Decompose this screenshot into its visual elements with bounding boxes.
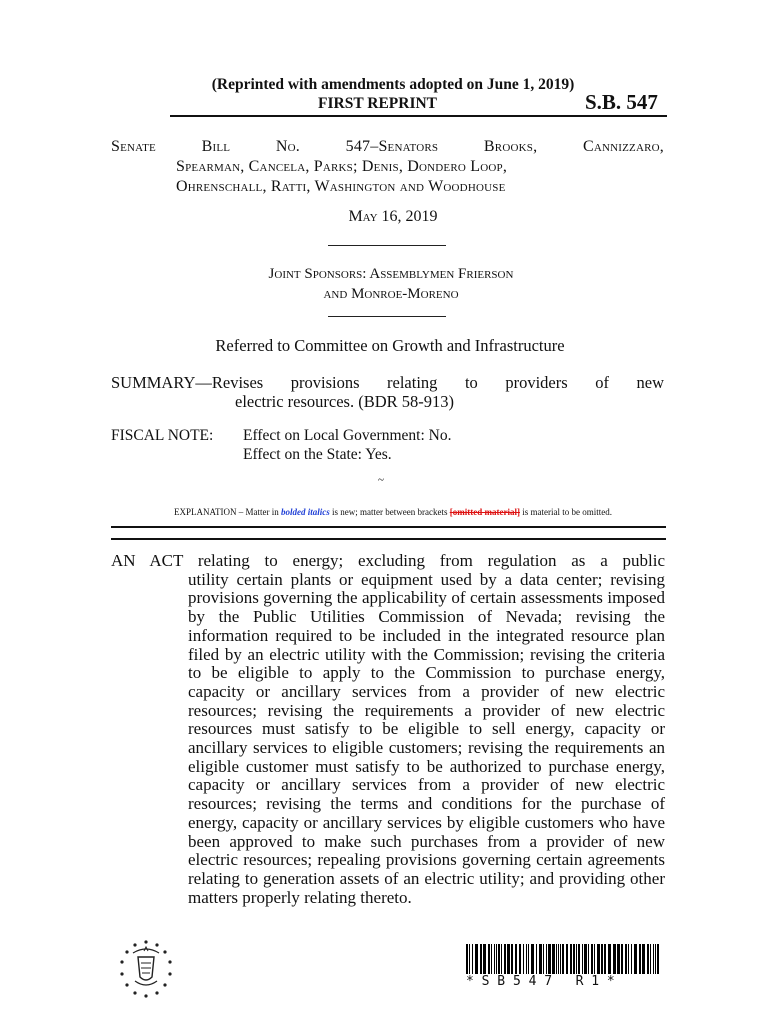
barcode-bar bbox=[570, 944, 572, 974]
fiscal-note-local: Effect on Local Government: No. bbox=[243, 427, 452, 444]
separator-glyph: ~ bbox=[378, 474, 384, 486]
reprint-label: FIRST REPRINT bbox=[318, 95, 438, 112]
barcode-label: * S B 5 4 7 R 1 * bbox=[466, 974, 615, 989]
barcode-bar bbox=[523, 944, 524, 974]
barcode-bar bbox=[552, 944, 555, 974]
explanation-suffix: is material to be omitted. bbox=[519, 507, 612, 517]
barcode-bar bbox=[634, 944, 637, 974]
divider-dash bbox=[328, 245, 446, 246]
explanation-rule-top bbox=[111, 526, 666, 528]
divider-dash bbox=[328, 316, 446, 317]
barcode-bar bbox=[594, 944, 595, 974]
barcode-bar bbox=[655, 944, 656, 974]
joint-sponsors-line-2: and Monroe-Moreno bbox=[323, 286, 459, 302]
barcode-bar bbox=[546, 944, 547, 974]
barcode-bar bbox=[657, 944, 659, 974]
barcode-bar bbox=[631, 944, 632, 974]
act-title-first-line: AN ACT relating to energy; excluding from regulation as a public bbox=[111, 551, 665, 570]
barcode-bar bbox=[604, 944, 606, 974]
barcode-bar bbox=[613, 944, 616, 974]
barcode-bar bbox=[496, 944, 497, 974]
barcode-bar bbox=[472, 944, 473, 974]
barcode-bar bbox=[543, 944, 544, 974]
fiscal-note bbox=[111, 426, 451, 464]
fiscal-note-label: FISCAL NOTE: bbox=[111, 427, 214, 444]
barcode-bar bbox=[582, 944, 583, 974]
introduction-date: May 16, 2019 bbox=[348, 208, 438, 225]
barcode-bar bbox=[494, 944, 495, 974]
barcode-bar bbox=[466, 944, 468, 974]
barcode-bar bbox=[639, 944, 641, 974]
explanation-omitted-marker: [omitted material] bbox=[449, 507, 520, 517]
barcode-bar bbox=[621, 944, 623, 974]
barcode-bar bbox=[558, 944, 559, 974]
summary-line-2: electric resources. (BDR 58-913) bbox=[235, 392, 455, 411]
barcode-bar bbox=[515, 944, 517, 974]
act-title bbox=[111, 552, 665, 907]
barcode-bar bbox=[531, 944, 534, 974]
committee-referral: Referred to Committee on Growth and Infrastructure bbox=[215, 336, 565, 355]
barcode-bar bbox=[628, 944, 629, 974]
barcode-bar bbox=[475, 944, 478, 974]
barcode-bar bbox=[588, 944, 589, 974]
reprint-note: (Reprinted with amendments adopted on June 1, 2019) bbox=[211, 76, 575, 93]
barcode-bar bbox=[566, 944, 568, 974]
joint-sponsors-line-1: Joint Sponsors: Assemblymen Frierson bbox=[268, 266, 514, 282]
barcode-bar bbox=[519, 944, 521, 974]
barcode-bar bbox=[608, 944, 611, 974]
barcode-bar bbox=[469, 944, 470, 974]
barcode-bar bbox=[548, 944, 551, 974]
barcode-bar bbox=[573, 944, 575, 974]
explanation-rule-bottom bbox=[111, 538, 666, 540]
summary-line-1: SUMMARY—Revises provisions relating to providers of new bbox=[111, 373, 664, 392]
act-title-body: utility certain plants or equipment used by a data center; revising provisions governing the applicability of certain assessments imposed by the Public Utilities Commission of Nevada; revising the information required to be included in the integrated resource plan filed by an electric utility with the Commission; revising the criteria to be eligible to apply to the Commission to purchase energy, capacity or ancillary services from a provider of new electric resources; revising the requirements a provider of new electric resources must satisfy to be eligible to sell energy, capacity or ancillary services to eligible customers; revising the requirements an eligible customer must satisfy to be authorized to purchase energy, capacity or ancillary services from a provider of new electric resources; revising the terms and conditions for the purchase of energy, capacity or ancillary services by eligible customers who have been approved to make such purchases from a provider of new electric resources; repealing provisions governing certain agreements relating to generation assets of an electric utility; and providing other matters properly relating thereto. bbox=[188, 569, 665, 907]
barcode-bar bbox=[642, 944, 645, 974]
barcode-bar bbox=[647, 944, 649, 974]
barcode-bar bbox=[650, 944, 651, 974]
barcode-bar bbox=[653, 944, 654, 974]
barcode-bar bbox=[584, 944, 587, 974]
barcode-bar bbox=[562, 944, 564, 974]
sponsors-block bbox=[111, 137, 664, 197]
explanation-legend bbox=[0, 507, 770, 517]
nevada-state-seal-icon bbox=[113, 937, 179, 1001]
summary bbox=[111, 373, 664, 411]
barcode-bar bbox=[578, 944, 580, 974]
barcode-bar bbox=[504, 944, 506, 974]
bill-number: S.B. 547 bbox=[585, 90, 658, 114]
barcode-bar bbox=[591, 944, 593, 974]
barcode-bar bbox=[601, 944, 603, 974]
barcode-bar bbox=[528, 944, 529, 974]
fiscal-note-state: Effect on the State: Yes. bbox=[243, 446, 392, 463]
barcode-bar bbox=[560, 944, 561, 974]
barcode-bar bbox=[507, 944, 510, 974]
barcode-bar bbox=[498, 944, 500, 974]
barcode-bar bbox=[491, 944, 492, 974]
barcode-bar bbox=[536, 944, 537, 974]
explanation-middle: is new; matter between brackets bbox=[329, 507, 450, 517]
barcode-bar bbox=[539, 944, 542, 974]
barcode-bar bbox=[526, 944, 527, 974]
barcode-bar bbox=[576, 944, 577, 974]
barcode-bar bbox=[597, 944, 600, 974]
explanation-new-marker: bolded italics bbox=[281, 507, 330, 517]
barcode-bar bbox=[480, 944, 482, 974]
sponsors-line-2: Spearman, Cancela, Parks; Denis, Dondero Loop, bbox=[176, 158, 508, 175]
barcode-bar bbox=[625, 944, 627, 974]
sponsors-line-3: Ohrenschall, Ratti, Washington and Woodhouse bbox=[176, 178, 506, 195]
barcode-bar bbox=[488, 944, 490, 974]
barcode-bar bbox=[511, 944, 513, 974]
barcode-bar bbox=[617, 944, 620, 974]
header-rule bbox=[170, 115, 667, 117]
barcode-bar bbox=[556, 944, 557, 974]
sponsors-line-1: Senate Bill No. 547–Senators Brooks, Cannizzaro, bbox=[111, 138, 664, 155]
barcode-bar bbox=[483, 944, 486, 974]
barcode-bar bbox=[501, 944, 502, 974]
explanation-prefix: EXPLANATION – Matter in bbox=[174, 507, 282, 517]
joint-sponsors bbox=[0, 264, 770, 304]
